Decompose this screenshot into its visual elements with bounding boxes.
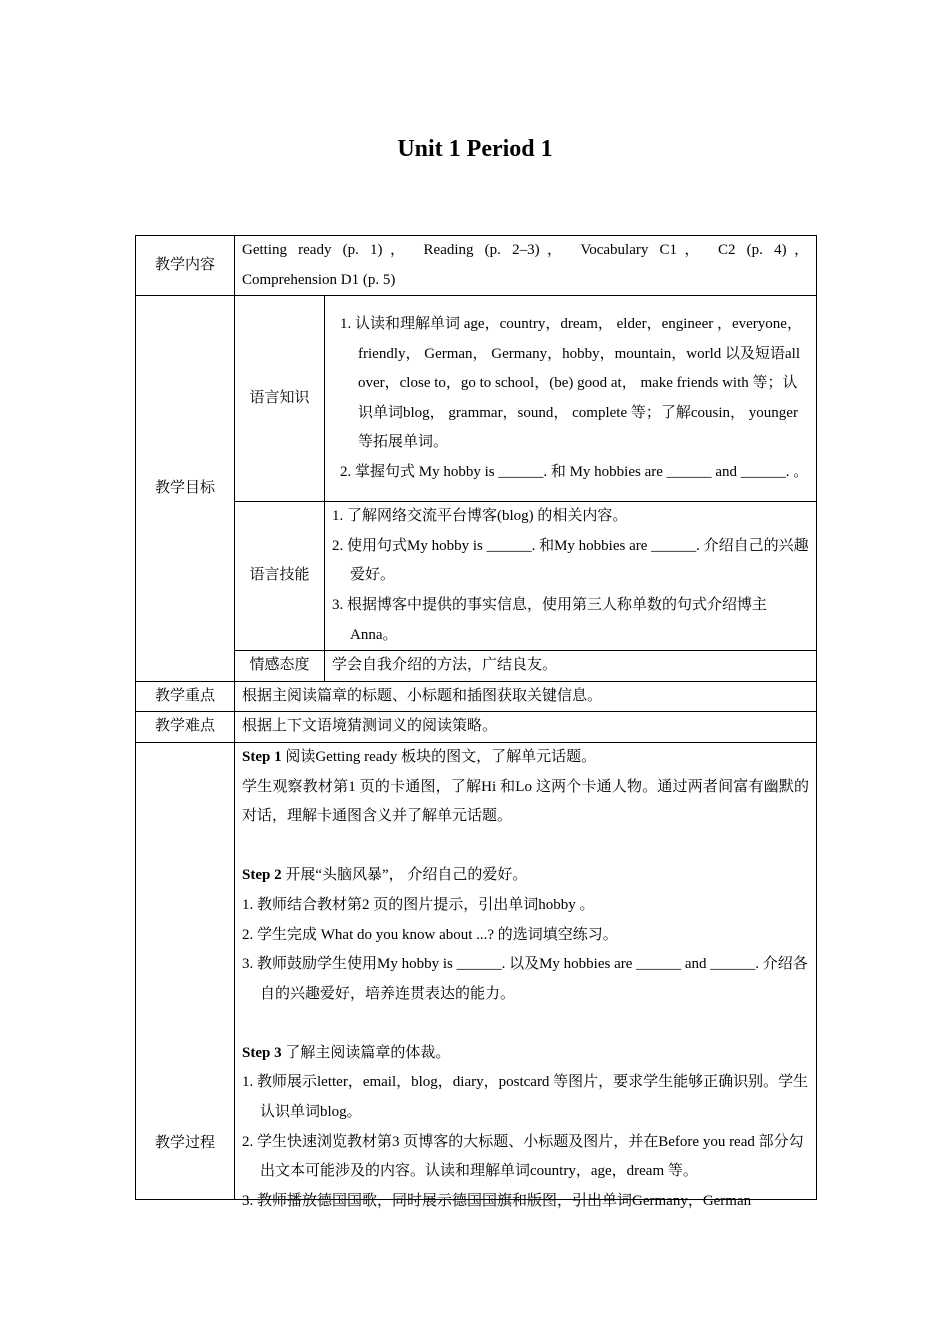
emotional-attitude-text: 学会自我介绍的方法，广结良友。 [325, 651, 817, 682]
step2-heading: Step 2 开展“头脑风暴”， 介绍自己的爱好。 [242, 867, 528, 884]
label-teaching-objectives: 教学目标 [136, 296, 235, 682]
label-emotional-attitude: 情感态度 [235, 651, 325, 682]
teaching-content-cell [235, 236, 817, 296]
teaching-process-cell [235, 742, 817, 1209]
row-emotional-attitude [136, 651, 817, 682]
row-teaching-content [136, 236, 817, 296]
row-teaching-process [136, 742, 817, 1199]
list-item: 2. 掌握句式 My hobby is ______. 和 My hobbies are ______ and ______. 。 [340, 463, 809, 480]
row-language-knowledge [136, 296, 817, 502]
label-key-points: 教学重点 [136, 681, 235, 712]
list-item: 1. 教师结合教材第2 页的图片提示，引出单词hobby 。 [242, 896, 595, 913]
label-difficulty: 教学难点 [136, 712, 235, 743]
key-points-text: 根据主阅读篇章的标题、小标题和插图获取关键信息。 [235, 681, 817, 712]
label-teaching-process: 教学过程 [136, 742, 235, 1199]
list-item: 3. 根据博客中提供的事实信息，使用第三人称单数的句式介绍博主Anna。 [332, 596, 768, 643]
step3-heading: Step 3 了解主阅读篇章的体裁。 [242, 1044, 451, 1061]
list-item: 2. 学生完成 What do you know about ...? 的选词填空练习。 [242, 926, 618, 943]
lesson-plan-table [135, 235, 817, 1209]
list-item: 3. 教师播放德国国歌，同时展示德国国旗和版图，引出单词Germany，German [242, 1192, 752, 1209]
step1-heading: Step 1 阅读Getting ready 板块的图文，了解单元话题。 [242, 748, 597, 765]
teaching-content-line1: Getting ready (p. 1)， Reading (p. 2–3)， Vocabulary C1， C2 (p. 4)， [242, 242, 810, 258]
list-item: 2. 学生快速浏览教材第3 页博客的大标题、小标题及图片，并在Before you read 部分勾出文本可能涉及的内容。认读和理解单词country，age，dream 等。 [242, 1133, 804, 1180]
row-key-points [136, 681, 817, 712]
row-difficulty [136, 712, 817, 743]
teaching-content-line2: Comprehension D1 (p. 5) [242, 271, 396, 288]
language-skills-cell [325, 502, 817, 651]
label-language-knowledge: 语言知识 [235, 296, 325, 502]
list-item: 2. 使用句式My hobby is ______. 和My hobbies are ______. 介绍自己的兴趣爱好。 [332, 537, 809, 584]
difficulty-text: 根据上下文语境猜测词义的阅读策略。 [235, 712, 817, 743]
list-item: 1. 教师展示letter，email，blog，diary，postcard 等图片，要求学生能够正确识别。学生认识单词blog。 [242, 1074, 809, 1121]
step1-body: 学生观察教材第1 页的卡通图，了解Hi 和Lo 这两个卡通人物。通过两者间富有幽默的对话，理解卡通图含义并了解单元话题。 [242, 778, 810, 825]
row-language-skills [136, 502, 817, 651]
label-teaching-content: 教学内容 [136, 236, 235, 296]
list-item: 1. 认读和理解单词 age，country，dream， elder，engineer ，everyone，friendly， German， Germany，hobby，mountain，world 以及短语all over，close to，go to school，(be) good at， make friends with 等；认识单词blog， grammar，sound， complete 等；了解cousin， younger 等拓展单词。 [340, 315, 802, 451]
language-knowledge-cell [325, 296, 817, 502]
list-item: 3. 教师鼓励学生使用My hobby is ______. 以及My hobbies are ______ and ______. 介绍各自的兴趣爱好，培养连贯表达的能力。 [242, 956, 808, 1002]
list-item: 1. 了解网络交流平台博客(blog) 的相关内容。 [332, 508, 628, 525]
page-title: Unit 1 Period 1 [397, 136, 553, 162]
label-language-skills: 语言技能 [235, 502, 325, 651]
